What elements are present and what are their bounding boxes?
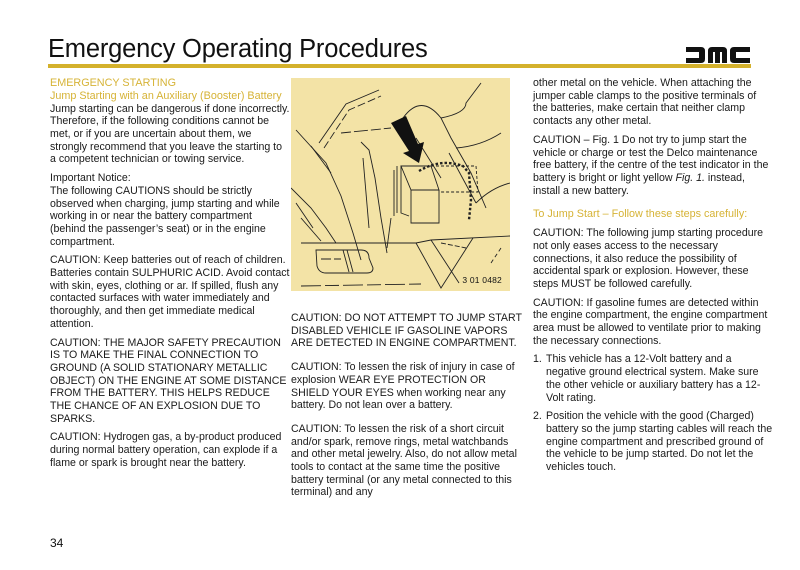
caution-fig1-text-end: instead, install a new battery. bbox=[533, 171, 746, 197]
list-item bbox=[533, 353, 773, 404]
caution-hydrogen: CAUTION: Hydrogen gas, a by-product produced during normal battery operation, can explode if a flame or spark is brought near the battery. bbox=[50, 431, 282, 469]
caution-ground: CAUTION: THE MAJOR SAFETY PRECAUTION IS TO MAKE THE FINAL CONNECTION TO GROUND (A SOLID STATIONARY METALLIC OBJECT) ON THE ENGINE AT SOME DISTANCE FROM THE BATTERY. THIS HELPS REDUCE THE CHANCE OF AN EXPLOSION DUE TO SPARKS. bbox=[50, 336, 287, 425]
caution-acid: CAUTION: Keep batteries out of reach of children. Batteries contain SULPHURIC ACID. Avoid contact with skin, eyes, clothing or ar. If spilled, flush any contacted surfaces with water immediately and thoroughly, and then get immediate medical attention. bbox=[50, 254, 290, 330]
caution-fig1 bbox=[533, 134, 773, 198]
dmc-logo-icon bbox=[686, 47, 750, 63]
battery-figure bbox=[291, 78, 510, 291]
caution-procedure: CAUTION: The following jump starting procedure not only eases access to the necessary connections, it also reduce the possibility of accidental spark or explosion. However, these steps MUST be followed carefully. bbox=[533, 227, 764, 290]
caution-eyes: CAUTION: To lessen the risk of injury in case of explosion WEAR EYE PROTECTION OR SHIELD YOUR EYES when working near any battery. Do not lean over a battery. bbox=[291, 361, 515, 412]
fig1-reference: Fig. 1. bbox=[675, 171, 705, 184]
step-number: 1. bbox=[533, 353, 542, 366]
page-number: 34 bbox=[50, 536, 64, 550]
continuation-paragraph: other metal on the vehicle. When attaching the jumper cable clamps to the positive terminals of the batteries, make certain that neither clamp contacts any other metal. bbox=[533, 77, 757, 128]
header-rule bbox=[48, 64, 751, 68]
column-left bbox=[50, 77, 290, 476]
page-title: Emergency Operating Procedures bbox=[48, 35, 428, 63]
steps-list bbox=[533, 353, 773, 473]
caution-fig1-text: CAUTION – Fig. 1 Do not try to jump start the vehicle or charge or test the Delco maintenance free battery, if the centre of the test indicator in the battery is bright or light yellow bbox=[533, 133, 769, 184]
battery-compartment-illustration-icon bbox=[291, 78, 510, 291]
intro-paragraph: Jump starting can be dangerous if done incorrectly. Therefore, if the following conditions cannot be met, or if you are uncertain about them, we strongly recommend that you leave the starting to a competent technician or towing service. bbox=[50, 102, 290, 166]
caution-fumes: CAUTION: If gasoline fumes are detected within the engine compartment, the engine compartment area must be allowed to ventilate prior to making the necessary connections. bbox=[533, 296, 768, 347]
column-middle bbox=[291, 312, 523, 505]
caution-short-circuit: CAUTION: To lessen the risk of a short circuit and/or spark, remove rings, metal watchbands and other metal jewelry. Also, do not allow metal tools to contact at the same time the positive battery terminal (or any metal connected to this terminal) and any bbox=[291, 422, 517, 499]
figure-id: 3 01 0482 bbox=[462, 275, 502, 285]
caution-gasoline: CAUTION: DO NOT ATTEMPT TO JUMP START DISABLED VEHICLE IF GASOLINE VAPORS ARE DETECTED IN ENGINE COMPARTMENT. bbox=[291, 312, 522, 350]
list-item bbox=[533, 410, 773, 474]
notice-label: Important Notice: bbox=[50, 172, 131, 185]
column-right bbox=[533, 77, 773, 480]
steps-heading: To Jump Start – Follow these steps carefully: bbox=[533, 208, 748, 221]
notice-paragraph: The following CAUTIONS should be strictly observed when charging, jump starting and while working in or near the battery compartment (behind the passenger’s seat) or in the engine compartment. bbox=[50, 184, 280, 248]
step-text: Position the vehicle with the good (Charged) battery so the jump starting cables will reach the engine compartment and prescribed ground of the vehicle to be jump started. Do not let the vehicles touch. bbox=[546, 410, 773, 474]
step-number: 2. bbox=[533, 410, 542, 423]
subheading: Jump Starting with an Auxiliary (Booster) Battery bbox=[50, 89, 282, 102]
step-text: This vehicle has a 12-Volt battery and a negative ground electrical system. Make sure the other vehicle or auxiliary battery has a 12-Volt rating. bbox=[546, 353, 761, 404]
section-heading: EMERGENCY STARTING bbox=[50, 77, 176, 89]
